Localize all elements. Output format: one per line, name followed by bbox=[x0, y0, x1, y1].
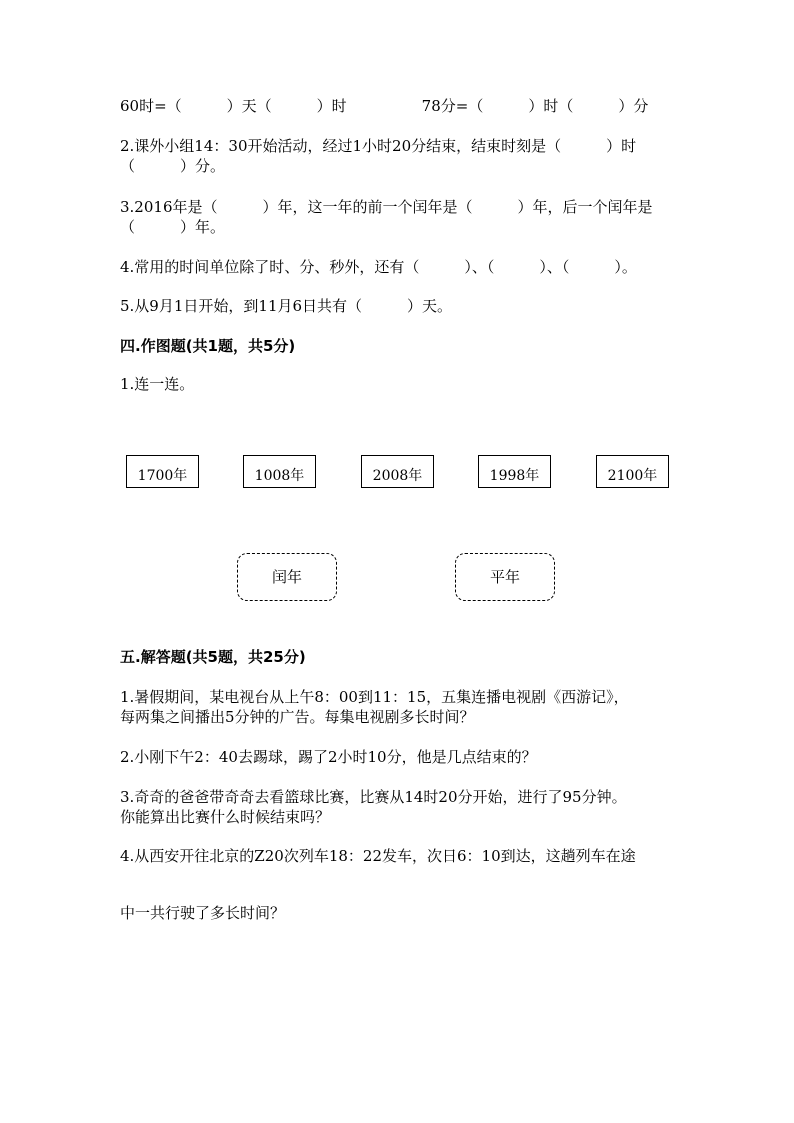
year-box-3[interactable]: 2008年 bbox=[361, 455, 434, 488]
year-box-5[interactable]: 2100年 bbox=[596, 455, 669, 488]
section-5-question-4-line-1: 4.从西安开往北京的Z20次列车18：22发车，次日6：10到达，这趟列车在途 bbox=[120, 847, 636, 865]
section-4-question-1: 1.连一连。 bbox=[120, 375, 195, 393]
fill-line-1: 60时=（ ）天（ ）时 78分=（ ）时（ ）分 bbox=[120, 97, 649, 115]
question-5: 5.从9月1日开始，到11月6日共有（ ）天。 bbox=[120, 297, 453, 315]
section-5-question-4-line-2: 中一共行驶了多长时间？ bbox=[120, 904, 286, 922]
section-5-question-3-line-1: 3.奇奇的爸爸带奇奇去看篮球比赛，比赛从14时20分开始，进行了95分钟。 bbox=[120, 788, 627, 806]
question-3-line-2: （ ）年。 bbox=[120, 218, 226, 236]
section-5-heading: 五.解答题(共5题，共25分) bbox=[120, 648, 306, 666]
year-box-1[interactable]: 1700年 bbox=[126, 455, 199, 488]
common-year-target[interactable]: 平年 bbox=[455, 553, 555, 601]
section-5-question-2: 2.小刚下午2：40去踢球，踢了2小时10分，他是几点结束的？ bbox=[120, 748, 537, 766]
section-5-question-1-line-1: 1.暑假期间，某电视台从上午8：00到11：15，五集连播电视剧《西游记》， bbox=[120, 688, 629, 706]
question-3-line-1: 3.2016年是（ ）年，这一年的前一个闰年是（ ）年，后一个闰年是 bbox=[120, 198, 653, 216]
year-box-4[interactable]: 1998年 bbox=[478, 455, 551, 488]
question-4: 4.常用的时间单位除了时、分、秒外，还有（ ）、（ ）、（ ）。 bbox=[120, 258, 637, 276]
question-2-line-2: （ ）分。 bbox=[120, 157, 226, 175]
leap-year-target[interactable]: 闰年 bbox=[237, 553, 337, 601]
question-2-line-1: 2.课外小组14：30开始活动，经过1小时20分结束，结束时刻是（ ）时 bbox=[120, 137, 637, 155]
section-5-question-1-line-2: 每两集之间播出5分钟的广告。每集电视剧多长时间？ bbox=[120, 708, 475, 726]
section-5-question-3-line-2: 你能算出比赛什么时候结束吗？ bbox=[120, 808, 331, 826]
year-box-2[interactable]: 1008年 bbox=[243, 455, 316, 488]
section-4-heading: 四.作图题(共1题，共5分) bbox=[120, 337, 296, 355]
